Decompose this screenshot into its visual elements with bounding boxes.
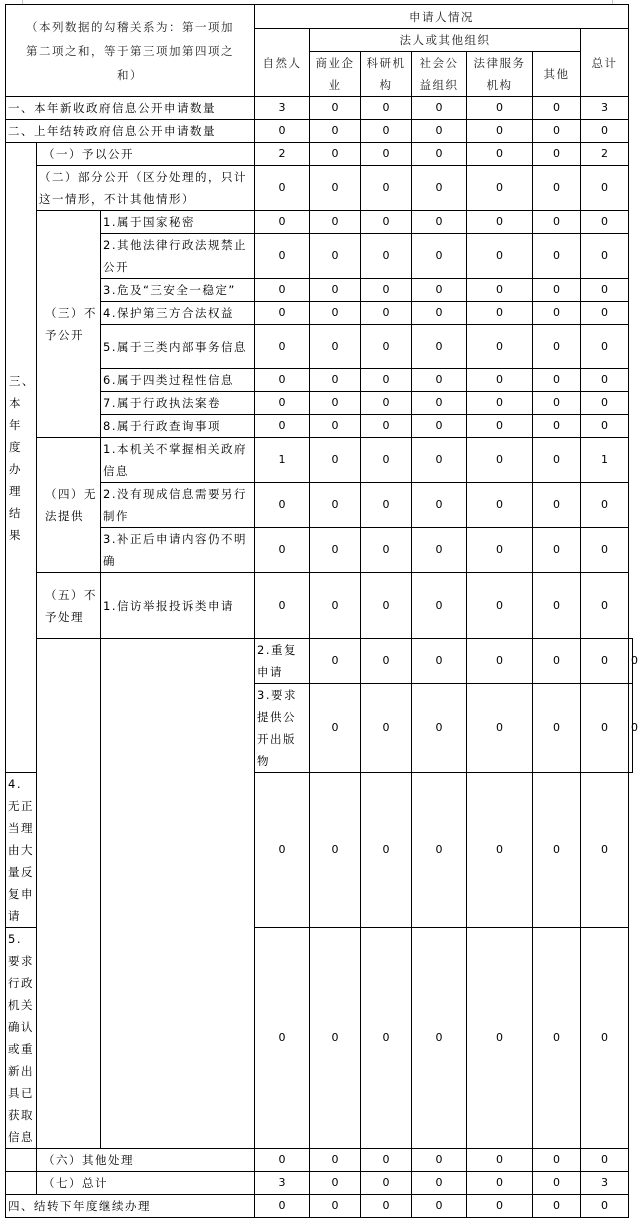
cell: 0	[533, 234, 581, 279]
cell: 0	[467, 325, 533, 369]
cell: 0	[467, 928, 533, 1149]
cell: 0	[412, 684, 467, 773]
not-open-label: （三）不予公开	[37, 211, 101, 438]
cell: 0	[412, 773, 467, 928]
table-row	[6, 415, 633, 438]
table-row	[6, 211, 633, 234]
table-row	[6, 1172, 633, 1195]
cell: 0	[467, 392, 533, 415]
row-label: （六）其他处理	[37, 1149, 255, 1172]
row-label: 3.危及“三安全一稳定”	[101, 279, 255, 302]
cell: 0	[310, 684, 361, 773]
row-label: 5.要求行政机关确认或重新出具已获取信息	[6, 928, 37, 1149]
cell: 0	[533, 325, 581, 369]
cell: 0	[581, 573, 629, 639]
table-row	[6, 438, 633, 483]
cell: 0	[581, 369, 629, 392]
cell: 0	[361, 325, 412, 369]
table-row	[6, 573, 633, 639]
cell: 0	[310, 97, 361, 120]
cell: 0	[255, 211, 310, 234]
cell: 0	[467, 639, 533, 684]
cell: 0	[310, 438, 361, 483]
cell: 0	[533, 438, 581, 483]
cell: 0	[361, 438, 412, 483]
table-row	[6, 302, 633, 325]
row-label: 8.属于行政查询事项	[101, 415, 255, 438]
cell: 0	[310, 415, 361, 438]
cell: 0	[467, 528, 533, 573]
cell: 0	[361, 392, 412, 415]
cell: 0	[412, 325, 467, 369]
cell: 0	[412, 97, 467, 120]
row-label: 一、本年新收政府信息公开申请数量	[6, 97, 255, 120]
header-social-welfare: 社会公益组织	[412, 52, 467, 97]
table-row	[6, 97, 633, 120]
empty-cell	[6, 1149, 37, 1172]
cell: 0	[412, 369, 467, 392]
cell: 0	[310, 483, 361, 528]
row-label: 四、结转下年度继续办理	[6, 1195, 255, 1218]
cell: 0	[255, 120, 310, 143]
cell: 0	[581, 279, 629, 302]
cell: 0	[533, 302, 581, 325]
cell: 0	[361, 415, 412, 438]
cell: 0	[581, 415, 629, 438]
row-label: 4.无正当理由大量反复申请	[6, 773, 37, 928]
row-label: 二、上年结转政府信息公开申请数量	[6, 120, 255, 143]
header-research: 科研机构	[361, 52, 412, 97]
cell: 0	[361, 528, 412, 573]
cell: 0	[310, 639, 361, 684]
cell: 0	[361, 684, 412, 773]
cell: 0	[361, 166, 412, 211]
cell: 0	[255, 773, 310, 928]
cell: 0	[467, 573, 533, 639]
row-label: 1.本机关不掌握相关政府信息	[101, 438, 255, 483]
cell: 0	[361, 97, 412, 120]
cell: 0	[581, 1149, 629, 1172]
cell: 0	[255, 928, 310, 1149]
cell: 0	[412, 120, 467, 143]
cell: 0	[629, 684, 633, 773]
cell: 0	[310, 279, 361, 302]
cell: 1	[255, 438, 310, 483]
cell: 0	[581, 773, 629, 928]
cell: 0	[412, 528, 467, 573]
cell: 0	[361, 302, 412, 325]
cell: 0	[310, 211, 361, 234]
header-applicant-status: 申请人情况	[255, 5, 629, 29]
cell: 0	[361, 1149, 412, 1172]
empty-cell	[6, 1172, 37, 1195]
table-row	[6, 483, 633, 528]
cell: 0	[255, 1195, 310, 1218]
cell: 2	[581, 143, 629, 166]
cell: 0	[361, 211, 412, 234]
cell: 0	[412, 279, 467, 302]
row-label: 1.属于国家秘密	[101, 211, 255, 234]
table-row	[6, 143, 633, 166]
cell: 0	[467, 279, 533, 302]
row-label: 4.保护第三方合法权益	[101, 302, 255, 325]
cell: 0	[412, 211, 467, 234]
cell: 0	[255, 234, 310, 279]
cell: 0	[361, 1195, 412, 1218]
table-row	[6, 166, 633, 211]
row-label: 2.其他法律行政法规禁止公开	[101, 234, 255, 279]
table-row	[6, 528, 633, 573]
cell: 0	[581, 120, 629, 143]
row-label: 3.补正后申请内容仍不明确	[101, 528, 255, 573]
cell: 0	[533, 1149, 581, 1172]
cell: 0	[412, 1149, 467, 1172]
cell: 0	[533, 1172, 581, 1195]
cell: 0	[533, 684, 581, 773]
cell: 0	[361, 1172, 412, 1195]
header-legal-service: 法律服务机构	[467, 52, 533, 97]
cell: 0	[310, 928, 361, 1149]
cell: 1	[581, 438, 629, 483]
cell: 0	[412, 1195, 467, 1218]
row-label: （二）部分公开（区分处理的，只计这一情形，不计其他情形）	[37, 166, 255, 211]
cell: 0	[310, 143, 361, 166]
cell: 0	[310, 1195, 361, 1218]
cell: 0	[255, 573, 310, 639]
cell: 0	[467, 211, 533, 234]
cell: 0	[467, 97, 533, 120]
cell: 0	[255, 369, 310, 392]
cell: 0	[467, 302, 533, 325]
cell: 0	[310, 234, 361, 279]
cell: 0	[533, 573, 581, 639]
cell: 0	[255, 325, 310, 369]
cell: 0	[533, 120, 581, 143]
cell: 0	[310, 392, 361, 415]
cell: 0	[581, 639, 629, 684]
table-row	[6, 325, 633, 369]
cell: 0	[310, 528, 361, 573]
cell: 0	[467, 438, 533, 483]
cell: 0	[412, 483, 467, 528]
cell: 0	[255, 483, 310, 528]
cell: 0	[361, 369, 412, 392]
row-label: 2.没有现成信息需要另行制作	[101, 483, 255, 528]
header-legal-entities: 法人或其他组织	[310, 29, 581, 52]
header-other: 其他	[533, 52, 581, 97]
row-label: 6.属于四类过程性信息	[101, 369, 255, 392]
cell: 0	[581, 302, 629, 325]
cell: 0	[255, 166, 310, 211]
empty-cell	[37, 639, 101, 1149]
header-natural-person: 自然人	[255, 29, 310, 97]
cell: 0	[533, 928, 581, 1149]
cell: 0	[581, 1195, 629, 1218]
cell: 0	[581, 528, 629, 573]
cell: 0	[533, 773, 581, 928]
cell: 0	[412, 1172, 467, 1195]
cell: 0	[467, 684, 533, 773]
cell: 0	[412, 928, 467, 1149]
row-label: （七）总计	[37, 1172, 255, 1195]
cell: 0	[412, 438, 467, 483]
table-row	[6, 279, 633, 302]
cell: 0	[412, 302, 467, 325]
gov-info-disclosure-table	[5, 4, 638, 1218]
cell: 0	[581, 166, 629, 211]
cell: 0	[255, 279, 310, 302]
cell: 0	[310, 120, 361, 143]
header-commercial: 商业企业	[310, 52, 361, 97]
cell: 0	[467, 1172, 533, 1195]
cell: 0	[310, 573, 361, 639]
cell: 0	[467, 143, 533, 166]
cell: 0	[467, 120, 533, 143]
cell: 3	[255, 1172, 310, 1195]
cell: 0	[361, 928, 412, 1149]
cell: 0	[533, 279, 581, 302]
cell: 0	[310, 369, 361, 392]
cell: 0	[255, 302, 310, 325]
row-label: 1.信访举报投诉类申请	[101, 573, 255, 639]
cell: 0	[310, 302, 361, 325]
cannot-provide-label: （四）无法提供	[37, 438, 101, 573]
cell: 0	[581, 325, 629, 369]
cell: 2	[255, 143, 310, 166]
cell: 0	[412, 166, 467, 211]
cell: 0	[581, 234, 629, 279]
section3-label	[6, 143, 37, 773]
cell: 0	[467, 234, 533, 279]
cell: 0	[412, 639, 467, 684]
row-label: 5.属于三类内部事务信息	[101, 325, 255, 369]
table-row	[6, 120, 633, 143]
table-row	[6, 234, 633, 279]
cell: 0	[533, 166, 581, 211]
cell: 0	[467, 773, 533, 928]
cell: 0	[361, 773, 412, 928]
cell: 0	[581, 684, 629, 773]
cell: 0	[255, 1149, 310, 1172]
cell: 0	[361, 573, 412, 639]
cell: 0	[361, 120, 412, 143]
cell: 3	[581, 1172, 629, 1195]
cell: 0	[533, 528, 581, 573]
section3-label-text: 三、本年度办理结果	[9, 373, 35, 542]
table-row	[6, 392, 633, 415]
row-label: 3.要求提供公开出版物	[255, 684, 310, 773]
header-total: 总计	[581, 29, 629, 97]
cell: 0	[581, 211, 629, 234]
row-label: 2.重复申请	[255, 639, 310, 684]
cell: 0	[467, 369, 533, 392]
cell: 0	[581, 483, 629, 528]
cell: 3	[255, 97, 310, 120]
cell: 0	[533, 211, 581, 234]
cell: 0	[533, 392, 581, 415]
cell: 0	[533, 143, 581, 166]
cell: 3	[581, 97, 629, 120]
row-label: 7.属于行政执法案卷	[101, 392, 255, 415]
cell: 0	[581, 392, 629, 415]
cell: 0	[412, 234, 467, 279]
cell: 0	[361, 234, 412, 279]
cell: 0	[412, 415, 467, 438]
table-row	[6, 1149, 633, 1172]
cell: 0	[533, 369, 581, 392]
cell: 0	[467, 166, 533, 211]
cell: 0	[255, 392, 310, 415]
cell: 0	[467, 415, 533, 438]
empty-cell	[101, 639, 255, 1149]
cell: 0	[255, 415, 310, 438]
cell: 0	[361, 483, 412, 528]
cell: 0	[361, 143, 412, 166]
row-label: （一）予以公开	[37, 143, 255, 166]
cell: 0	[533, 1195, 581, 1218]
cell: 0	[467, 1195, 533, 1218]
cell: 0	[467, 483, 533, 528]
cell: 0	[533, 97, 581, 120]
cell: 0	[629, 639, 633, 684]
cell: 0	[412, 143, 467, 166]
table-row	[6, 639, 633, 684]
cell: 0	[533, 483, 581, 528]
cell: 0	[412, 573, 467, 639]
cell: 0	[581, 928, 629, 1149]
cell: 0	[467, 1149, 533, 1172]
table-row	[6, 369, 633, 392]
cell: 0	[255, 528, 310, 573]
cell: 0	[533, 639, 581, 684]
cell: 0	[310, 1149, 361, 1172]
table-row	[6, 1195, 633, 1218]
cell: 0	[412, 392, 467, 415]
cell: 0	[310, 166, 361, 211]
cell: 0	[361, 279, 412, 302]
cell: 0	[310, 773, 361, 928]
cell: 0	[310, 325, 361, 369]
cell: 0	[361, 639, 412, 684]
not-process-label: （五）不予处理	[37, 573, 101, 639]
header-note: （本列数据的勾稽关系为：第一项加第二项之和，等于第三项加第四项之和）	[6, 5, 255, 97]
cell: 0	[310, 1172, 361, 1195]
cell: 0	[533, 415, 581, 438]
